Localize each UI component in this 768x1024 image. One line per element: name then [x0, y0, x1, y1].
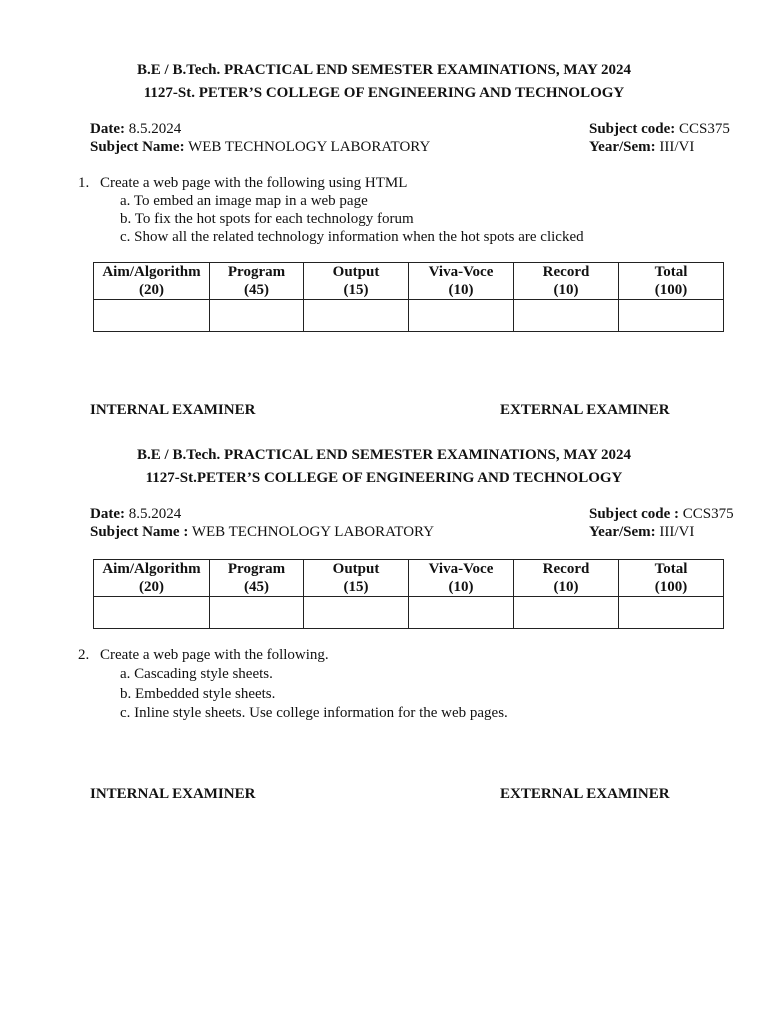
external-examiner-label: EXTERNAL EXAMINER [500, 402, 670, 418]
year-sem-line [589, 139, 694, 156]
external-examiner-label: EXTERNAL EXAMINER [500, 786, 670, 802]
question-number: 2. [78, 647, 90, 663]
marks-entry-cell[interactable] [619, 300, 724, 332]
internal-examiner-label: INTERNAL EXAMINER [90, 786, 256, 802]
marks-header-cell: Aim/Algorithm (20) [94, 560, 210, 597]
marks-header-row [94, 560, 724, 597]
subject-name-label: Subject Name : [90, 524, 189, 540]
marks-header-cell: Viva-Voce (10) [409, 263, 514, 300]
question-sub-item: a. To embed an image map in a web page [120, 193, 368, 209]
date-line [90, 121, 181, 138]
internal-examiner-label: INTERNAL EXAMINER [90, 402, 256, 418]
marks-entry-cell[interactable] [304, 300, 409, 332]
marks-header-cell: Viva-Voce (10) [409, 560, 514, 597]
question-sub-item: b. Embedded style sheets. [120, 686, 276, 702]
marks-entry-cell[interactable] [94, 597, 210, 629]
subject-code-label: Subject code: [589, 121, 676, 137]
year-sem-label: Year/Sem: [589, 524, 656, 540]
college-heading: 1127-St.PETER’S COLLEGE OF ENGINEERING AND TECHNOLOGY [145, 470, 623, 486]
marks-entry-row [94, 300, 724, 332]
year-sem-label: Year/Sem: [589, 139, 656, 155]
marks-entry-cell[interactable] [94, 300, 210, 332]
marks-entry-row [94, 597, 724, 629]
question [78, 175, 407, 192]
subject-name-label: Subject Name: [90, 139, 185, 155]
marks-header-cell: Record (10) [514, 263, 619, 300]
question-sub-item: c. Inline style sheets. Use college information for the web pages. [120, 705, 508, 721]
year-sem-line [589, 524, 694, 541]
marks-header-cell: Program (45) [210, 560, 304, 597]
year-sem-value: III/VI [659, 139, 695, 155]
date-value: 8.5.2024 [128, 121, 182, 137]
subject-code-label: Subject code : [589, 506, 679, 522]
marks-header-cell: Output (15) [304, 560, 409, 597]
marks-entry-cell[interactable] [514, 300, 619, 332]
question-number: 1. [78, 175, 90, 191]
question-sub-item: c. Show all the related technology information when the hot spots are clicked [120, 229, 584, 245]
marks-header-cell: Record (10) [514, 560, 619, 597]
marks-header-cell: Output (15) [304, 263, 409, 300]
marks-entry-cell[interactable] [514, 597, 619, 629]
question-sub-item: b. To fix the hot spots for each technology forum [120, 211, 414, 227]
subject-code-line [589, 121, 730, 138]
marks-table [93, 559, 724, 629]
question-text: Create a web page with the following. [100, 647, 329, 663]
question [78, 647, 329, 664]
marks-entry-cell[interactable] [409, 300, 514, 332]
marks-entry-cell[interactable] [409, 597, 514, 629]
marks-entry-cell[interactable] [210, 300, 304, 332]
subject-name-line [90, 139, 430, 156]
marks-header-cell: Aim/Algorithm (20) [94, 263, 210, 300]
marks-entry-cell[interactable] [210, 597, 304, 629]
marks-entry-cell[interactable] [304, 597, 409, 629]
marks-header-row [94, 263, 724, 300]
subject-name-line [90, 524, 434, 541]
exam-heading: B.E / B.Tech. PRACTICAL END SEMESTER EXAMINATIONS, MAY 2024 [137, 447, 631, 463]
subject-code-value: CCS375 [682, 506, 734, 522]
date-label: Date: [90, 506, 125, 522]
subject-code-value: CCS375 [679, 121, 730, 137]
subject-name-value: WEB TECHNOLOGY LABORATORY [191, 524, 435, 540]
marks-table [93, 262, 724, 332]
year-sem-value: III/VI [659, 524, 695, 540]
question-text: Create a web page with the following using HTML [100, 175, 408, 191]
question-sub-item: a. Cascading style sheets. [120, 666, 273, 682]
date-line [90, 506, 181, 523]
subject-name-value: WEB TECHNOLOGY LABORATORY [188, 139, 431, 155]
marks-header-cell: Program (45) [210, 263, 304, 300]
marks-header-cell: Total (100) [619, 263, 724, 300]
date-value: 8.5.2024 [128, 506, 182, 522]
subject-code-line [589, 506, 734, 523]
marks-entry-cell[interactable] [619, 597, 724, 629]
date-label: Date: [90, 121, 125, 137]
college-heading: 1127-St. PETER’S COLLEGE OF ENGINEERING AND TECHNOLOGY [143, 85, 625, 101]
marks-header-cell: Total (100) [619, 560, 724, 597]
exam-heading: B.E / B.Tech. PRACTICAL END SEMESTER EXAMINATIONS, MAY 2024 [137, 62, 631, 78]
